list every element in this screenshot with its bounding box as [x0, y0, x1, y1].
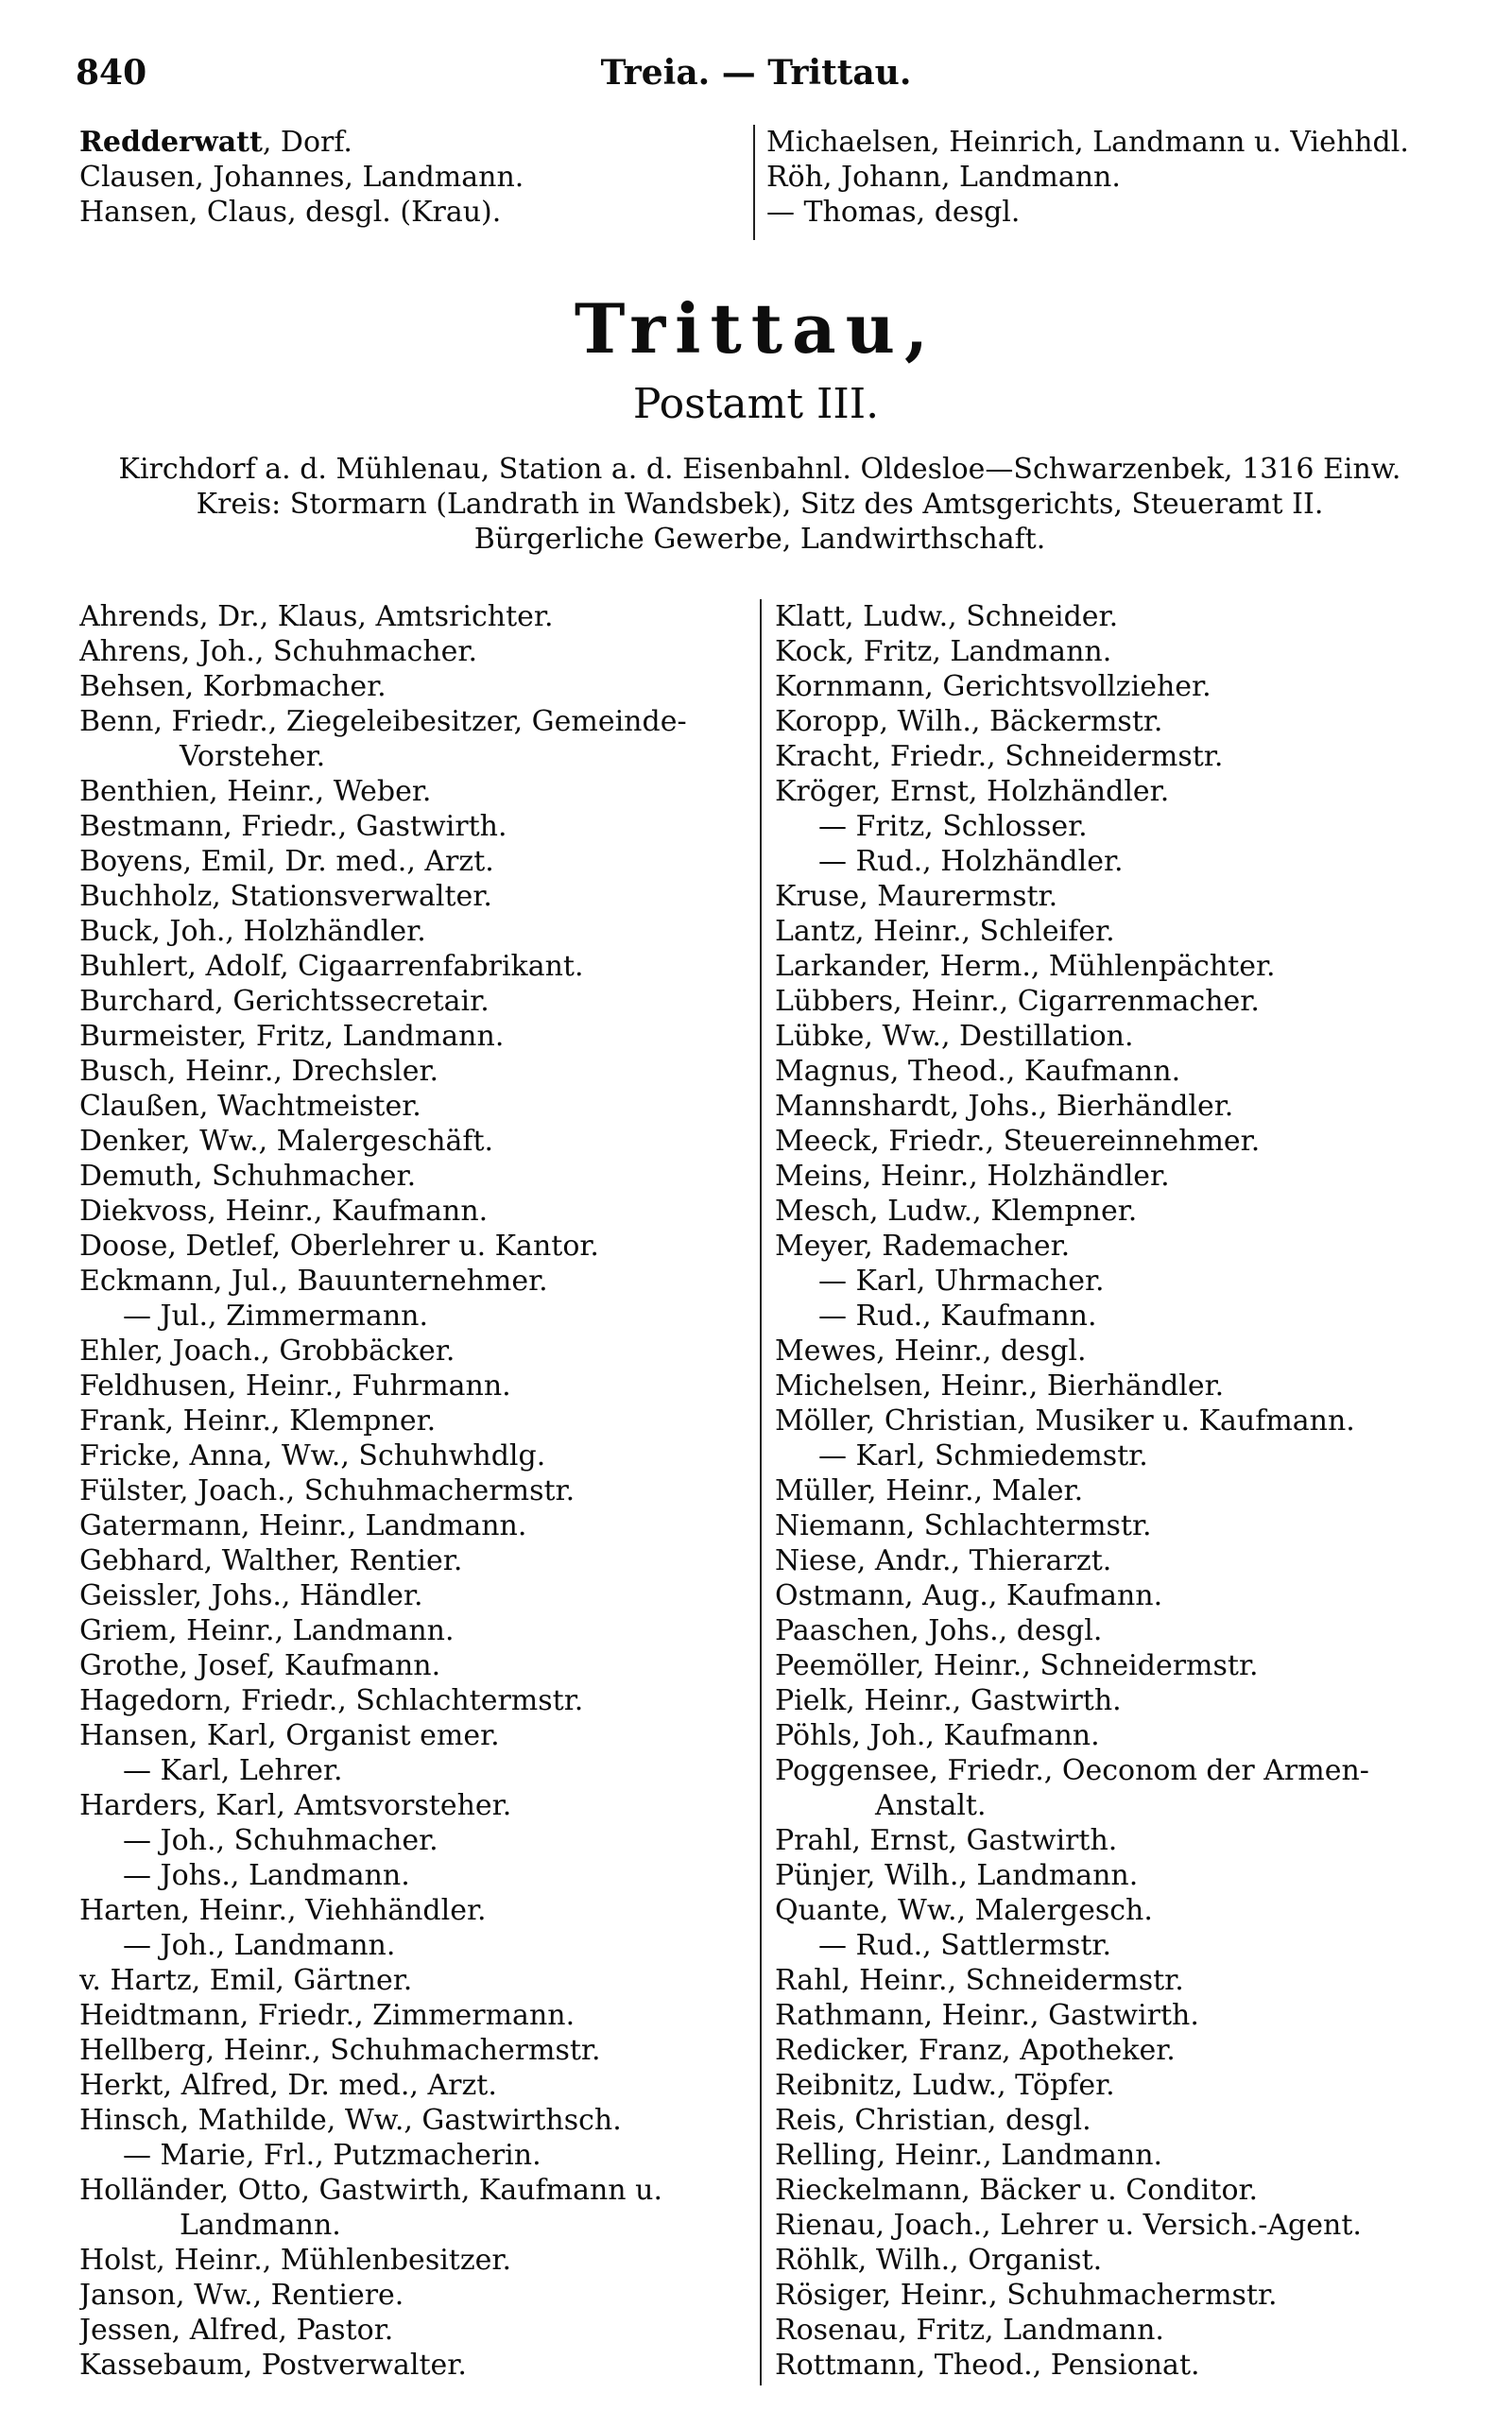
directory-entry: Fülster, Joach., Schuhmachermstr.: [79, 1474, 576, 1507]
directory-entry: Hagedorn, Friedr., Schlachtermstr.: [79, 1684, 584, 1717]
directory-entry: Buchholz, Stationsverwalter.: [79, 880, 492, 913]
running-title: Treia. — Trittau.: [600, 53, 912, 93]
directory-entry: Gebhard, Walther, Rentier.: [79, 1544, 463, 1577]
directory-entry: Holländer, Otto, Gastwirth, Kaufmann u.: [79, 2174, 662, 2207]
directory-entry: Kracht, Friedr., Schneidermstr.: [775, 740, 1224, 773]
directory-entry: Burchard, Gerichtssecretair.: [79, 985, 490, 1018]
directory-entry: Kornmann, Gerichtsvollzieher.: [775, 670, 1211, 703]
directory-entry: Ostmann, Aug., Kaufmann.: [775, 1579, 1163, 1612]
directory-entry: Bestmann, Friedr., Gastwirth.: [79, 810, 507, 843]
resident-entry: Hansen, Claus, desgl. (Krau).: [79, 196, 502, 229]
intro-line: Kreis: Stormarn (Landrath in Wandsbek), Sitz des Amtsgerichts, Steueramt II.: [196, 488, 1324, 521]
directory-entry: Hansen, Karl, Organist emer.: [79, 1719, 500, 1752]
directory-entry: Burmeister, Fritz, Landmann.: [79, 1020, 505, 1053]
directory-entry: Redicker, Franz, Apotheker.: [775, 2034, 1176, 2067]
directory-entry: Diekvoss, Heinr., Kaufmann.: [79, 1195, 489, 1228]
section-subtitle: Postamt III.: [632, 380, 880, 428]
directory-entry: — Karl, Uhrmacher.: [818, 1265, 1105, 1298]
directory-left-column: [79, 599, 760, 2385]
directory-entry: Mewes, Heinr., desgl.: [775, 1335, 1087, 1368]
directory-entry: Ahrends, Dr., Klaus, Amtsrichter.: [79, 600, 554, 633]
directory-entry: — Joh., Landmann.: [123, 1929, 396, 1962]
directory-entry: Pünjer, Wilh., Landmann.: [775, 1859, 1139, 1892]
resident-entry: Clausen, Johannes, Landmann.: [79, 161, 524, 194]
directory-entry: Doose, Detlef, Oberlehrer u. Kantor.: [79, 1230, 599, 1263]
directory-entry: Relling, Heinr., Landmann.: [775, 2139, 1163, 2172]
previous-section-left-column: [79, 125, 753, 240]
directory-entry: Niese, Andr., Thierarzt.: [775, 1544, 1112, 1577]
directory-entry: Hinsch, Mathilde, Ww., Gastwirthsch.: [79, 2104, 622, 2137]
directory-entry: v. Hartz, Emil, Gärtner.: [79, 1964, 413, 1997]
directory-entry: — Marie, Frl., Putzmacherin.: [123, 2139, 541, 2172]
directory-entry: Harders, Karl, Amtsvorsteher.: [79, 1789, 512, 1822]
directory-entry: Pielk, Heinr., Gastwirth.: [775, 1684, 1122, 1717]
directory-entry: Poggensee, Friedr., Oeconom der Armen-: [775, 1754, 1369, 1787]
directory-entry: Prahl, Ernst, Gastwirth.: [775, 1824, 1118, 1857]
directory-entry: Buhlert, Adolf, Cigaarrenfabrikant.: [79, 950, 584, 983]
directory-entry: Demuth, Schuhmacher.: [79, 1160, 417, 1193]
resident-entry: Michaelsen, Heinrich, Landmann u. Viehhdl.: [766, 126, 1409, 159]
page-number: 840: [76, 53, 147, 93]
directory-entry: Fricke, Anna, Ww., Schuhwhdlg.: [79, 1439, 546, 1472]
directory-entry: Eckmann, Jul., Bauunternehmer.: [79, 1265, 548, 1298]
directory-entry: Anstalt.: [875, 1789, 987, 1822]
directory-entry: Busch, Heinr., Drechsler.: [79, 1055, 439, 1088]
place-name: Redderwatt: [79, 126, 263, 159]
directory-entry: Boyens, Emil, Dr. med., Arzt.: [79, 845, 494, 878]
directory-entry: Claußen, Wachtmeister.: [79, 1090, 421, 1123]
directory-entry: Klatt, Ludw., Schneider.: [775, 600, 1119, 633]
directory-entry: Griem, Heinr., Landmann.: [79, 1614, 455, 1647]
previous-section-right-column: [753, 125, 1440, 240]
directory-entry: — Rud., Kaufmann.: [818, 1300, 1097, 1333]
directory-entry: — Rud., Sattlermstr.: [818, 1929, 1111, 1962]
resident-entry: — Thomas, desgl.: [766, 196, 1021, 229]
directory-entry: Kock, Fritz, Landmann.: [775, 635, 1112, 668]
directory-entry: Grothe, Josef, Kaufmann.: [79, 1649, 441, 1682]
place-type: , Dorf.: [262, 126, 352, 159]
directory-entry: Denker, Ww., Malergeschäft.: [79, 1125, 494, 1158]
directory-entry: Rathmann, Heinr., Gastwirth.: [775, 1999, 1199, 2032]
directory-entry: Paaschen, Johs., desgl.: [775, 1614, 1103, 1647]
directory-entry: Michelsen, Heinr., Bierhändler.: [775, 1369, 1225, 1403]
directory-entry: — Rud., Holzhändler.: [818, 845, 1124, 878]
directory-entry: Behsen, Korbmacher.: [79, 670, 387, 703]
directory-entry: Janson, Ww., Rentiere.: [79, 2279, 404, 2312]
directory-entry: Benthien, Heinr., Weber.: [79, 775, 432, 808]
directory-entry: — Jul., Zimmermann.: [123, 1300, 429, 1333]
intro-line: Kirchdorf a. d. Mühlenau, Station a. d. Eisenbahnl. Oldesloe—Schwarzenbek, 1316 Einw.: [118, 453, 1401, 486]
directory-entry: Koropp, Wilh., Bäckermstr.: [775, 705, 1163, 738]
directory-right-column: [760, 599, 1440, 2385]
resident-entry: [79, 125, 753, 160]
directory-entry: — Karl, Lehrer.: [123, 1754, 343, 1787]
directory-entry: Herkt, Alfred, Dr. med., Arzt.: [79, 2069, 497, 2102]
directory-entry: Geissler, Johs., Händler.: [79, 1579, 423, 1612]
directory-entry: Vorsteher.: [180, 740, 326, 773]
directory-entry: Hellberg, Heinr., Schuhmachermstr.: [79, 2034, 601, 2067]
directory-listing: [79, 599, 1440, 2385]
directory-entry: Meyer, Rademacher.: [775, 1230, 1071, 1263]
directory-entry: Reibnitz, Ludw., Töpfer.: [775, 2069, 1115, 2102]
directory-entry: Rottmann, Theod., Pensionat.: [775, 2349, 1200, 2382]
directory-entry: Landmann.: [180, 2209, 341, 2242]
directory-entry: Lübbers, Heinr., Cigarrenmacher.: [775, 985, 1260, 1018]
directory-entry: Niemann, Schlachtermstr.: [775, 1509, 1152, 1542]
running-header: [76, 53, 1436, 100]
directory-entry: Möller, Christian, Musiker u. Kaufmann.: [775, 1404, 1355, 1438]
directory-entry: Kröger, Ernst, Holzhändler.: [775, 775, 1170, 808]
directory-entry: Buck, Joh., Holzhändler.: [79, 915, 426, 948]
directory-entry: Rosenau, Fritz, Landmann.: [775, 2314, 1164, 2347]
directory-entry: Feldhusen, Heinr., Fuhrmann.: [79, 1369, 511, 1403]
directory-entry: Pöhls, Joh., Kaufmann.: [775, 1719, 1100, 1752]
directory-entry: Kruse, Maurermstr.: [775, 880, 1058, 913]
directory-entry: Magnus, Theod., Kaufmann.: [775, 1055, 1181, 1088]
directory-entry: Meins, Heinr., Holzhändler.: [775, 1160, 1170, 1193]
directory-entry: Larkander, Herm., Mühlenpächter.: [775, 950, 1276, 983]
directory-entry: Quante, Ww., Malergesch.: [775, 1894, 1153, 1927]
directory-entry: Ehler, Joach., Grobbäcker.: [79, 1335, 455, 1368]
directory-entry: Ahrens, Joh., Schuhmacher.: [79, 635, 477, 668]
intro-line: Bürgerliche Gewerbe, Landwirthschaft.: [473, 523, 1046, 556]
directory-entry: Reis, Christian, desgl.: [775, 2104, 1091, 2137]
directory-entry: Lübke, Ww., Destillation.: [775, 1020, 1134, 1053]
directory-entry: Rahl, Heinr., Schneidermstr.: [775, 1964, 1184, 1997]
directory-entry: Frank, Heinr., Klempner.: [79, 1404, 437, 1438]
directory-entry: Harten, Heinr., Viehhändler.: [79, 1894, 487, 1927]
section-title: Trittau,: [574, 288, 938, 369]
directory-entry: — Joh., Schuhmacher.: [123, 1824, 438, 1857]
directory-entry: Lantz, Heinr., Schleifer.: [775, 915, 1115, 948]
directory-entry: — Fritz, Schlosser.: [818, 810, 1088, 843]
directory-entry: Mannshardt, Johs., Bierhändler.: [775, 1090, 1234, 1123]
directory-entry: — Karl, Schmiedemstr.: [818, 1439, 1148, 1472]
directory-entry: — Johs., Landmann.: [123, 1859, 410, 1892]
directory-entry: Rieckelmann, Bäcker u. Conditor.: [775, 2174, 1259, 2207]
directory-entry: Röhlk, Wilh., Organist.: [775, 2244, 1103, 2277]
directory-entry: Müller, Heinr., Maler.: [775, 1474, 1084, 1507]
directory-entry: Benn, Friedr., Ziegeleibesitzer, Gemeinde-: [79, 705, 687, 738]
directory-entry: Heidtmann, Friedr., Zimmermann.: [79, 1999, 576, 2032]
directory-entry: Mesch, Ludw., Klempner.: [775, 1195, 1138, 1228]
directory-entry: Meeck, Friedr., Steuereinnehmer.: [775, 1125, 1261, 1158]
directory-entry: Rösiger, Heinr., Schuhmachermstr.: [775, 2279, 1278, 2312]
section-intro: [79, 452, 1440, 557]
directory-entry: Gatermann, Heinr., Landmann.: [79, 1509, 527, 1542]
directory-entry: Kassebaum, Postverwalter.: [79, 2349, 467, 2382]
directory-entry: Rienau, Joach., Lehrer u. Versich.-Agent.: [775, 2209, 1362, 2242]
directory-entry: Peemöller, Heinr., Schneidermstr.: [775, 1649, 1259, 1682]
resident-entry: Röh, Johann, Landmann.: [766, 161, 1121, 194]
directory-entry: Jessen, Alfred, Pastor.: [79, 2314, 394, 2347]
directory-entry: Holst, Heinr., Mühlenbesitzer.: [79, 2244, 512, 2277]
previous-section-entries: [79, 125, 1440, 240]
